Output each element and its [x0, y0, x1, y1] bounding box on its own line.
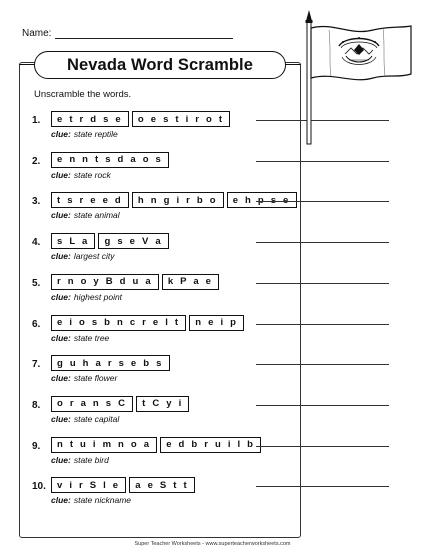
scramble-item	[32, 274, 412, 308]
clue-label: clue:	[51, 454, 71, 465]
clue-label: clue:	[51, 332, 71, 343]
scrambled-words	[51, 437, 261, 453]
clue	[51, 251, 114, 261]
scramble-item	[32, 477, 412, 511]
answer-line[interactable]	[256, 446, 389, 447]
scrambled-words	[51, 477, 195, 493]
item-number: 9.	[32, 440, 41, 452]
scramble-item	[32, 315, 412, 349]
item-number: 7.	[32, 359, 41, 371]
title-banner	[34, 51, 286, 79]
clue	[51, 373, 117, 383]
clue	[51, 210, 120, 220]
scrambled-word-box: n t u i m n o a	[51, 437, 157, 453]
nevada-flag-icon	[293, 8, 418, 148]
scramble-item	[32, 152, 412, 186]
clue-text: state reptile	[73, 129, 118, 139]
item-number: 4.	[32, 237, 41, 249]
scramble-item	[32, 396, 412, 430]
answer-line[interactable]	[256, 242, 389, 243]
clue-text: state capital	[73, 413, 120, 424]
clue-text: state tree	[73, 332, 110, 343]
item-number: 3.	[32, 196, 41, 208]
scrambled-word-box: k P a e	[162, 274, 219, 290]
clue-text: state flower	[73, 373, 118, 384]
item-number: 8.	[32, 399, 41, 411]
scramble-item	[32, 437, 412, 471]
clue-label: clue:	[51, 413, 71, 424]
scrambled-words	[51, 355, 170, 371]
scrambled-words	[51, 233, 169, 249]
item-number: 6.	[32, 318, 41, 330]
answer-line[interactable]	[256, 324, 389, 325]
item-number: 10.	[32, 481, 46, 493]
clue-text: highest point	[73, 291, 123, 302]
clue-text: state animal	[73, 210, 120, 221]
scrambled-word-box: h n g i r b o	[132, 192, 224, 208]
scrambled-word-box: o e s t i r o t	[132, 111, 230, 127]
scrambled-word-box: g u h a r s e b s	[51, 355, 170, 371]
name-row	[22, 28, 233, 39]
answer-line[interactable]	[256, 201, 389, 202]
clue-text: state rock	[73, 169, 111, 180]
scrambled-word-box: t C y i	[136, 396, 189, 412]
scrambled-word-box: n e i p	[189, 315, 244, 331]
instructions: Unscramble the words.	[34, 89, 132, 100]
page-title: Nevada Word Scramble	[66, 55, 253, 74]
scramble-item	[32, 233, 412, 267]
scrambled-word-box: o r a n s C	[51, 396, 133, 412]
scrambled-words	[51, 315, 244, 331]
title-rule-left	[19, 64, 35, 65]
scrambled-word-box: v i r S l e	[51, 477, 126, 493]
scrambled-words	[51, 152, 169, 168]
scrambled-words	[51, 111, 230, 127]
item-number: 5.	[32, 277, 41, 289]
scrambled-word-box: s L a	[51, 233, 95, 249]
clue-label: clue:	[51, 210, 71, 221]
clue	[51, 495, 131, 505]
clue	[51, 170, 111, 180]
clue-text: largest city	[73, 251, 115, 262]
clue	[51, 455, 109, 465]
scrambled-words	[51, 396, 189, 412]
scramble-item	[32, 355, 412, 389]
item-number: 2.	[32, 155, 41, 167]
scramble-item	[32, 192, 412, 226]
clue	[51, 292, 122, 302]
answer-line[interactable]	[256, 364, 389, 365]
answer-line[interactable]	[256, 405, 389, 406]
name-label: Name:	[22, 28, 52, 39]
clue-text: state bird	[73, 454, 109, 465]
name-field[interactable]	[55, 28, 233, 39]
item-number: 1.	[32, 115, 41, 126]
scrambled-word-box: e t r d s e	[51, 111, 129, 127]
scrambled-word-box: a e S t t	[129, 477, 195, 493]
clue-label: clue:	[51, 373, 71, 384]
scrambled-word-box: t s r e e d	[51, 192, 129, 208]
footer-credit: Super Teacher Worksheets - www.superteacherworksheets.com	[134, 541, 291, 547]
scrambled-word-box: e n n t s d a o s	[51, 152, 169, 168]
clue-label: clue:	[51, 495, 71, 506]
scrambled-word-box: r n o y B d u a	[51, 274, 159, 290]
clue-label: clue:	[51, 251, 71, 262]
clue-label: clue:	[51, 169, 71, 180]
scrambled-words	[51, 274, 219, 290]
clue-label: clue:	[51, 129, 71, 139]
clue-label: clue:	[51, 291, 71, 302]
answer-line[interactable]	[256, 161, 389, 162]
clue	[51, 414, 119, 424]
clue	[51, 129, 118, 139]
clue	[51, 333, 109, 343]
scrambled-word-box: e d b r u i l b	[160, 437, 261, 453]
clue-text: state nickname	[73, 495, 132, 506]
scrambled-words	[51, 192, 297, 208]
scrambled-word-box: e h p s e	[227, 192, 297, 208]
answer-line[interactable]	[256, 486, 389, 487]
scrambled-word-box: g s e V a	[98, 233, 168, 249]
answer-line[interactable]	[256, 283, 389, 284]
scrambled-word-box: e i o s b n c r e l t	[51, 315, 186, 331]
